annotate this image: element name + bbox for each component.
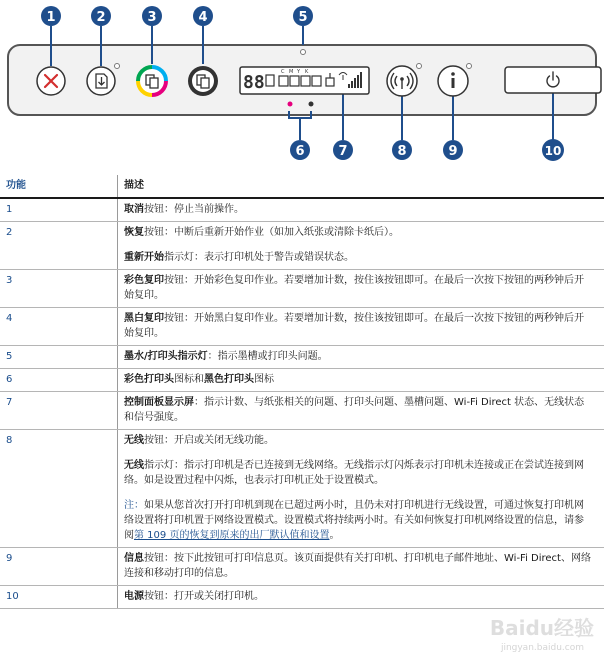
- control-panel-diagram: [0, 0, 604, 172]
- callout-8: [392, 140, 412, 160]
- callout-10: [542, 139, 564, 161]
- media-letter-y: Y: [297, 69, 301, 75]
- wireless-button[interactable]: [387, 66, 417, 96]
- control-panel-display: [240, 67, 369, 94]
- resume-button[interactable]: [87, 67, 115, 95]
- table-row: [0, 198, 604, 222]
- callout-9: [443, 140, 463, 160]
- row-description: 控制面板显示屏：指示计数、与纸张相关的问题、打印头问题、墨槽问题、Wi-Fi Direct 状态、无线状态和信号强度。: [118, 392, 604, 430]
- svg-text:5: 5: [298, 10, 308, 25]
- info-button[interactable]: [438, 66, 468, 96]
- table-row: [0, 270, 604, 308]
- resume-indicator-light: [115, 64, 120, 69]
- count-digits: 88: [243, 72, 265, 93]
- row-description: 信息按钮：按下此按钮可打印信息页。该页面提供有关打印机、打印机电子邮件地址、Wi-Fi Direct、网络连接和移动打印的信息。: [118, 548, 604, 586]
- table-header-row: [0, 175, 604, 198]
- table-row: [0, 222, 604, 270]
- color-copy-button[interactable]: [138, 67, 166, 95]
- row-number: 9: [0, 548, 118, 586]
- cancel-button[interactable]: [37, 67, 65, 95]
- callout-2: [91, 6, 111, 26]
- callout-3: [142, 6, 162, 26]
- row-number: 3: [0, 270, 118, 308]
- header-function: 功能: [0, 175, 118, 198]
- power-button[interactable]: [505, 67, 601, 93]
- black-printhead-icon: [309, 102, 314, 107]
- function-table: [0, 175, 604, 609]
- callout-5: [293, 6, 313, 26]
- watermark-url: jingyan.baidu.com: [500, 643, 584, 653]
- ink-printhead-indicator-light: [301, 50, 306, 55]
- table-row: [0, 369, 604, 392]
- row-description: 电源按钮：打开或关闭打印机。: [118, 586, 604, 609]
- wireless-indicator-light: [417, 64, 422, 69]
- row-number: 10: [0, 586, 118, 609]
- row-number: 4: [0, 308, 118, 346]
- color-printhead-icon: [288, 102, 293, 107]
- row-description: 墨水/打印头指示灯：指示墨槽或打印头问题。: [118, 346, 604, 369]
- row-number: 5: [0, 346, 118, 369]
- callout-4: [193, 6, 213, 26]
- row-description: 黑白复印按钮：开始黑白复印作业。若要增加计数，按住该按钮即可。在最后一次按下按钮的两秒钟后开始复印。: [118, 308, 604, 346]
- media-letter-c: C: [281, 69, 285, 75]
- row-description: 恢复按钮：中断后重新开始作业（如加入纸张或清除卡纸后）。 重新开始指示灯：表示打印机处于警告或错误状态。: [118, 222, 604, 270]
- black-copy-button[interactable]: [188, 66, 218, 96]
- wireless-note: 注：如果从您首次打开打印机到现在已超过两小时，且仍未对打印机进行无线设置，可通过恢复打印机网络设置将打印机置于网络设置模式。设置模式将持续两小时。有关如何恢复打印机网络设置的信息，请参阅第 109 页的恢复到原来的出厂默认值和设置。: [124, 500, 584, 541]
- row-description: 彩色打印头图标和黑色打印头图标: [118, 369, 604, 392]
- row-description: 取消按钮：停止当前操作。: [118, 198, 604, 222]
- info-icon: [451, 72, 455, 88]
- info-indicator-light: [467, 64, 472, 69]
- row-description: 彩色复印按钮：开始彩色复印作业。若要增加计数，按住该按钮即可。在最后一次按下按钮的两秒钟后开始复印。: [118, 270, 604, 308]
- svg-text:4: 4: [198, 10, 208, 25]
- row-number: 8: [0, 430, 118, 548]
- svg-text:7: 7: [338, 144, 348, 159]
- row-number: 7: [0, 392, 118, 430]
- callout-7: [333, 140, 353, 160]
- table-row: [0, 548, 604, 586]
- table-row: [0, 346, 604, 369]
- svg-text:8: 8: [397, 144, 407, 159]
- table-row: [0, 392, 604, 430]
- row-number: 1: [0, 198, 118, 222]
- table-row: [0, 308, 604, 346]
- header-description: 描述: [118, 175, 604, 198]
- row-description: 无线按钮：开启或关闭无线功能。 无线指示灯：指示打印机是否已连接到无线网络。无线指示灯闪烁表示打印机未连接或正在尝试连接到网络。如是设置过程中闪烁，也表示打印机正处于设置模式。 注：如果从您首次打开打印机到现在已超过两小时，且仍未对打印机进行无线设置，可通过恢复打印机网络设置将打印机置于网络设置模式。设置模式将持续两小时。有关如何恢复打印机网络设置的信息，请参阅第 109 页的恢复到原来的出厂默认值和设置。: [118, 430, 604, 548]
- row-number: 6: [0, 369, 118, 392]
- table-row: [0, 430, 604, 548]
- svg-text:1: 1: [46, 10, 56, 25]
- factory-reset-link[interactable]: 第 109 页的恢复到原来的出厂默认值和设置: [134, 530, 330, 541]
- row-number: 2: [0, 222, 118, 270]
- watermark-logo: Baidu经验: [489, 616, 594, 640]
- callout-1: [41, 6, 61, 26]
- svg-text:6: 6: [295, 144, 305, 159]
- svg-text:10: 10: [544, 144, 562, 158]
- table-row: [0, 586, 604, 609]
- svg-text:2: 2: [96, 10, 106, 25]
- media-letter-k: K: [305, 69, 309, 75]
- svg-text:9: 9: [448, 144, 458, 159]
- media-letter-m: M: [289, 69, 294, 75]
- svg-text:3: 3: [147, 10, 157, 25]
- callout-6: [290, 140, 310, 160]
